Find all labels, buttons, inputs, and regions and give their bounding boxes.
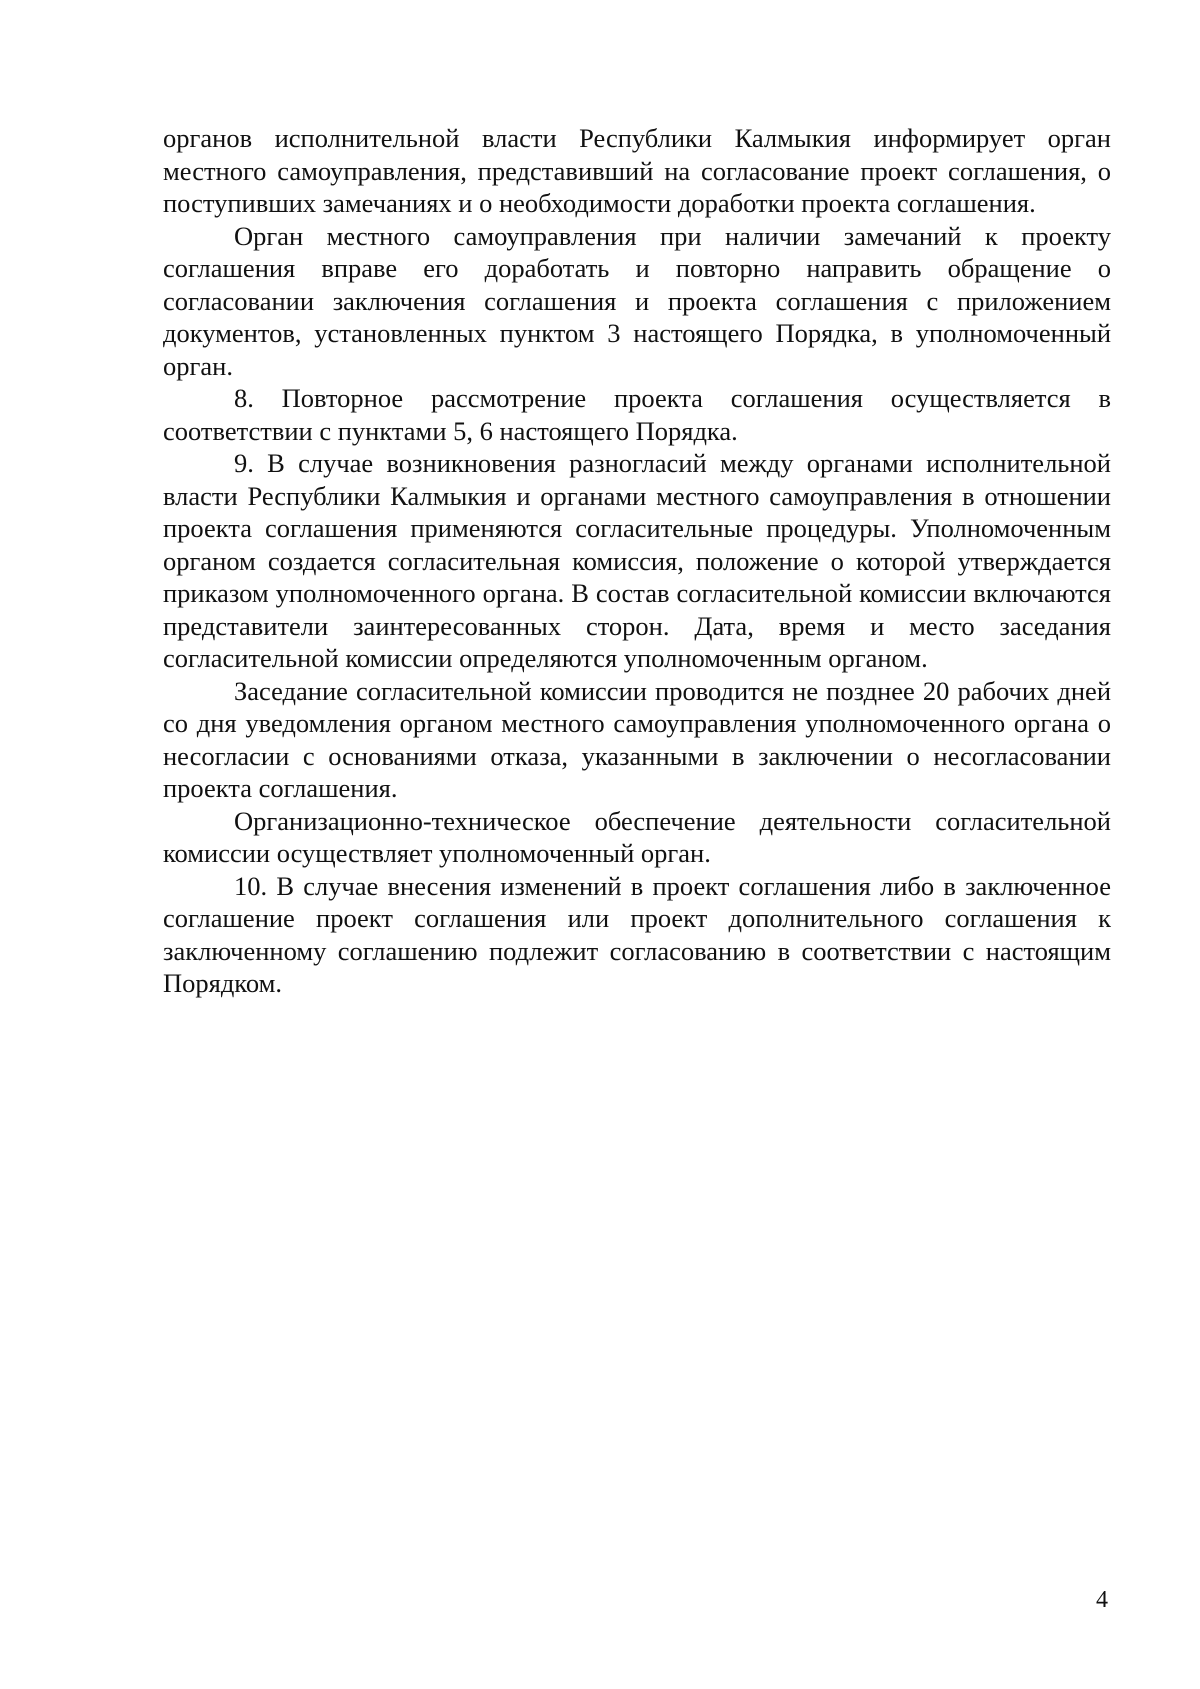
paragraph-commission-meeting: Заседание согласительной комиссии проводится не позднее 20 рабочих дней со дня уведомления органом местного самоуправления уполномоченного органа о несогласии с основаниями отказа, указанными в заключении о несогласовании проекта соглашения. — [163, 675, 1111, 803]
paragraph-item-9: 9. В случае возникновения разногласий между органами исполнительной власти Республики Калмыкия и органами местного самоуправления в отношении проекта соглашения применяются согласительные процедуры. Уполномоченным органом создается согласительная комиссия, положение о которой утверждается приказом уполномоченного органа. В состав согласительной комиссии включаются представители заинтересованных сторон. Дата, время и место заседания согласительной комиссии определяются уполномоченным органом. — [163, 448, 1111, 673]
paragraph-continuation: органов исполнительной власти Республики Калмыкия информирует орган местного самоуправления, представивший на согласование проект соглашения, о поступивших замечаниях и о необходимости доработки проекта соглашения. — [163, 123, 1111, 218]
document-body — [163, 122, 1111, 1000]
paragraph-revision: Орган местного самоуправления при наличии замечаний к проекту соглашения вправе его доработать и повторно направить обращение о согласовании заключения соглашения и проекта соглашения с приложением документов, установленных пунктом 3 настоящего Порядка, в уполномоченный орган. — [163, 220, 1111, 381]
paragraph-commission-support: Организационно-техническое обеспечение деятельности согласительной комиссии осуществляет уполномоченный орган. — [163, 805, 1111, 868]
page-number: 4 — [1096, 1587, 1108, 1613]
paragraph-item-10: 10. В случае внесения изменений в проект соглашения либо в заключенное соглашение проект соглашения или проект дополнительного соглашения к заключенному соглашению подлежит согласованию в соответствии с настоящим Порядком. — [163, 870, 1111, 998]
paragraph-item-8: 8. Повторное рассмотрение проекта соглашения осуществляется в соответствии с пунктами 5, 6 настоящего Порядка. — [163, 383, 1111, 446]
